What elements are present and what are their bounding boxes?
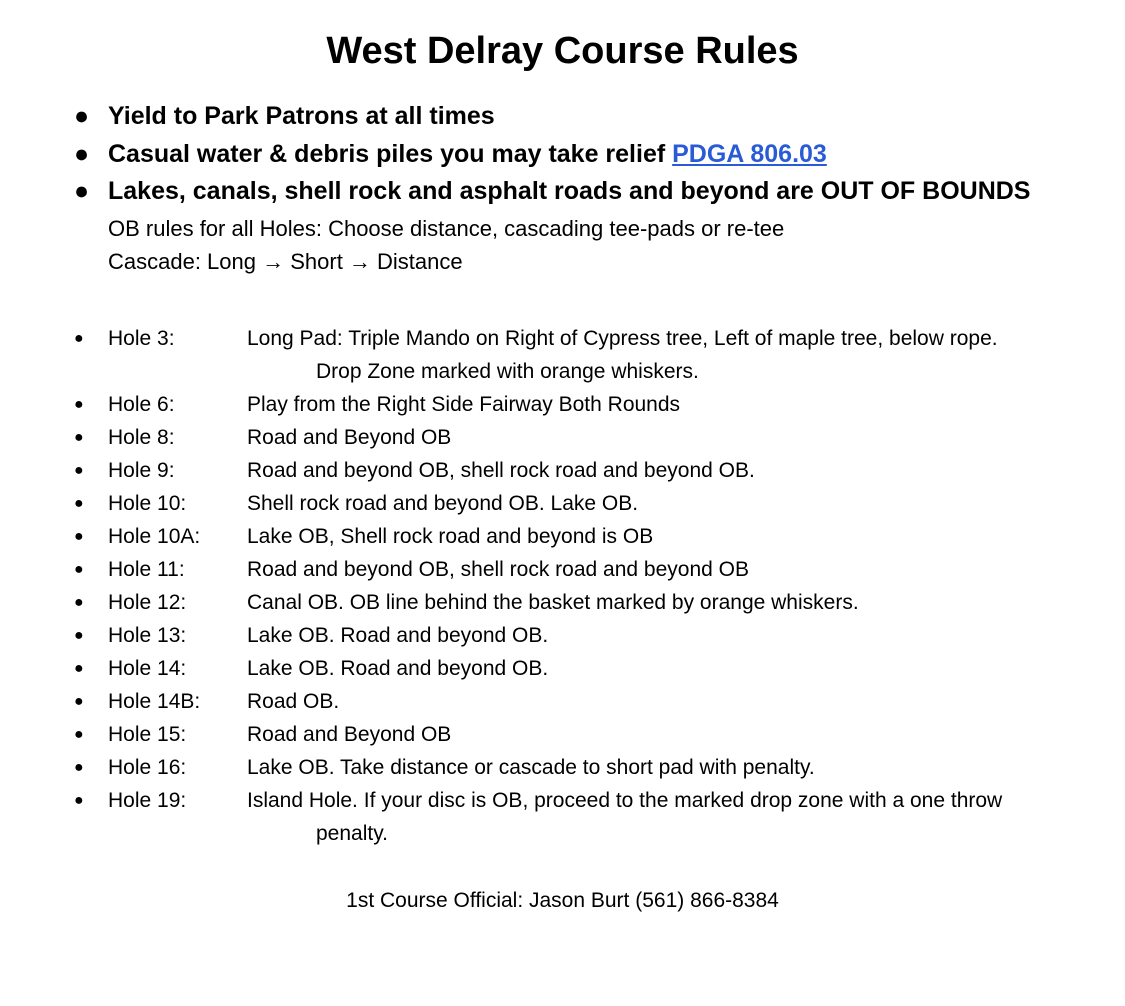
- hole-rule-item: [0, 685, 1125, 718]
- bullet-icon: ●: [74, 462, 84, 479]
- general-rules-list: [0, 98, 1125, 211]
- hole-rule-item: [0, 586, 1125, 619]
- hole-label: Hole 10:: [108, 492, 187, 515]
- hole-description: [247, 652, 1082, 685]
- bullet-icon: ●: [74, 429, 84, 446]
- bullet-icon: ●: [74, 792, 84, 809]
- rule-casual-water: [0, 136, 1125, 174]
- hole-description-text: Lake OB. Road and beyond OB.: [247, 624, 549, 647]
- hole-description: [247, 388, 1082, 421]
- bullet-icon: ●: [74, 396, 84, 413]
- bullet-icon: ●: [74, 330, 84, 347]
- hole-label: Hole 19:: [108, 789, 187, 812]
- rule-yield: [0, 98, 1125, 136]
- hole-description-text: Canal OB. OB line behind the basket marked by orange whiskers.: [247, 591, 859, 614]
- page-title: West Delray Course Rules: [326, 30, 799, 72]
- hole-description: [247, 586, 1082, 619]
- hole-rule-item: [0, 421, 1125, 454]
- hole-label: Hole 12:: [108, 591, 187, 614]
- hole-description-text: Lake OB. Road and beyond OB.: [247, 657, 549, 680]
- hole-description: [247, 487, 1082, 520]
- bullet-icon: ●: [74, 139, 90, 168]
- pdga-link[interactable]: PDGA 806.03: [672, 139, 827, 168]
- hole-description-text: Road OB.: [247, 690, 340, 713]
- rule-casual-water-text: Casual water & debris piles you may take relief: [108, 139, 673, 168]
- hole-rule-item: [0, 322, 1125, 388]
- hole-description: [247, 322, 1082, 388]
- bullet-icon: ●: [74, 594, 84, 611]
- hole-rule-item: [0, 619, 1125, 652]
- cascade-text: Cascade: Long → Short → Distance: [108, 249, 463, 274]
- hole-rule-item: [0, 487, 1125, 520]
- rule-casual-water-line: [108, 136, 827, 174]
- hole-description: [247, 751, 1082, 784]
- hole-description: [247, 520, 1082, 553]
- hole-description: [247, 454, 1082, 487]
- hole-description-text: Road and Beyond OB: [247, 426, 452, 449]
- bullet-icon: ●: [74, 627, 84, 644]
- hole-description-text: Road and Beyond OB: [247, 723, 452, 746]
- bullet-icon: ●: [74, 495, 84, 512]
- hole-description-text: Lake OB, Shell rock road and beyond is OB: [247, 525, 654, 548]
- course-official: 1st Course Official: Jason Burt (561) 866-8384: [346, 889, 779, 912]
- hole-description-text: Island Hole. If your disc is OB, proceed to the marked drop zone with a one throw: [247, 789, 1003, 812]
- bullet-icon: ●: [74, 177, 90, 205]
- bullet-icon: ●: [74, 759, 84, 776]
- bullet-icon: ●: [74, 693, 84, 710]
- hole-description-text: Long Pad: Triple Mando on Right of Cypress tree, Left of maple tree, below rope.: [247, 327, 998, 350]
- hole-description: [247, 619, 1082, 652]
- bullet-icon: ●: [74, 726, 84, 743]
- hole-label: Hole 6:: [108, 393, 175, 416]
- hole-label: Hole 8:: [108, 426, 175, 449]
- bullet-icon: ●: [74, 660, 84, 677]
- hole-description-text: Lake OB. Take distance or cascade to short pad with penalty.: [247, 756, 815, 779]
- hole-description-text: Play from the Right Side Fairway Both Rounds: [247, 393, 681, 416]
- ob-rules-text: OB rules for all Holes: Choose distance, cascading tee-pads or re-tee: [108, 216, 785, 241]
- hole-rule-item: [0, 718, 1125, 751]
- hole-description-continuation: Drop Zone marked with orange whiskers.: [316, 360, 699, 383]
- rule-out-of-bounds-text: Lakes, canals, shell rock and asphalt roads and beyond are OUT OF BOUNDS: [108, 177, 1031, 205]
- hole-rule-item: [0, 652, 1125, 685]
- rule-out-of-bounds: [0, 173, 1125, 211]
- hole-label: Hole 14:: [108, 657, 187, 680]
- hole-label: Hole 3:: [108, 327, 175, 350]
- hole-description: [247, 718, 1082, 751]
- hole-description-text: Shell rock road and beyond OB. Lake OB.: [247, 492, 639, 515]
- hole-rule-item: [0, 454, 1125, 487]
- bullet-icon: ●: [74, 528, 84, 545]
- hole-rule-item: [0, 553, 1125, 586]
- hole-description-text: Road and beyond OB, shell rock road and beyond OB.: [247, 459, 755, 482]
- hole-label: Hole 10A:: [108, 525, 201, 548]
- hole-description-continuation: penalty.: [316, 822, 388, 845]
- hole-rule-item: [0, 520, 1125, 553]
- hole-rule-item: [0, 751, 1125, 784]
- hole-description: [247, 553, 1082, 586]
- hole-description: [247, 784, 1082, 850]
- bullet-icon: ●: [74, 102, 90, 130]
- hole-label: Hole 13:: [108, 624, 187, 647]
- hole-rule-item: [0, 784, 1125, 850]
- hole-description: [247, 421, 1082, 454]
- hole-description: [247, 685, 1082, 718]
- rule-yield-text: Yield to Park Patrons at all times: [108, 102, 495, 130]
- hole-rule-item: [0, 388, 1125, 421]
- hole-label: Hole 14B:: [108, 690, 201, 713]
- hole-rules-list: [0, 322, 1125, 850]
- hole-label: Hole 9:: [108, 459, 175, 482]
- hole-label: Hole 11:: [108, 558, 185, 581]
- bullet-icon: ●: [74, 561, 84, 578]
- hole-description-text: Road and beyond OB, shell rock road and beyond OB: [247, 558, 749, 581]
- hole-label: Hole 15:: [108, 723, 187, 746]
- hole-label: Hole 16:: [108, 756, 187, 779]
